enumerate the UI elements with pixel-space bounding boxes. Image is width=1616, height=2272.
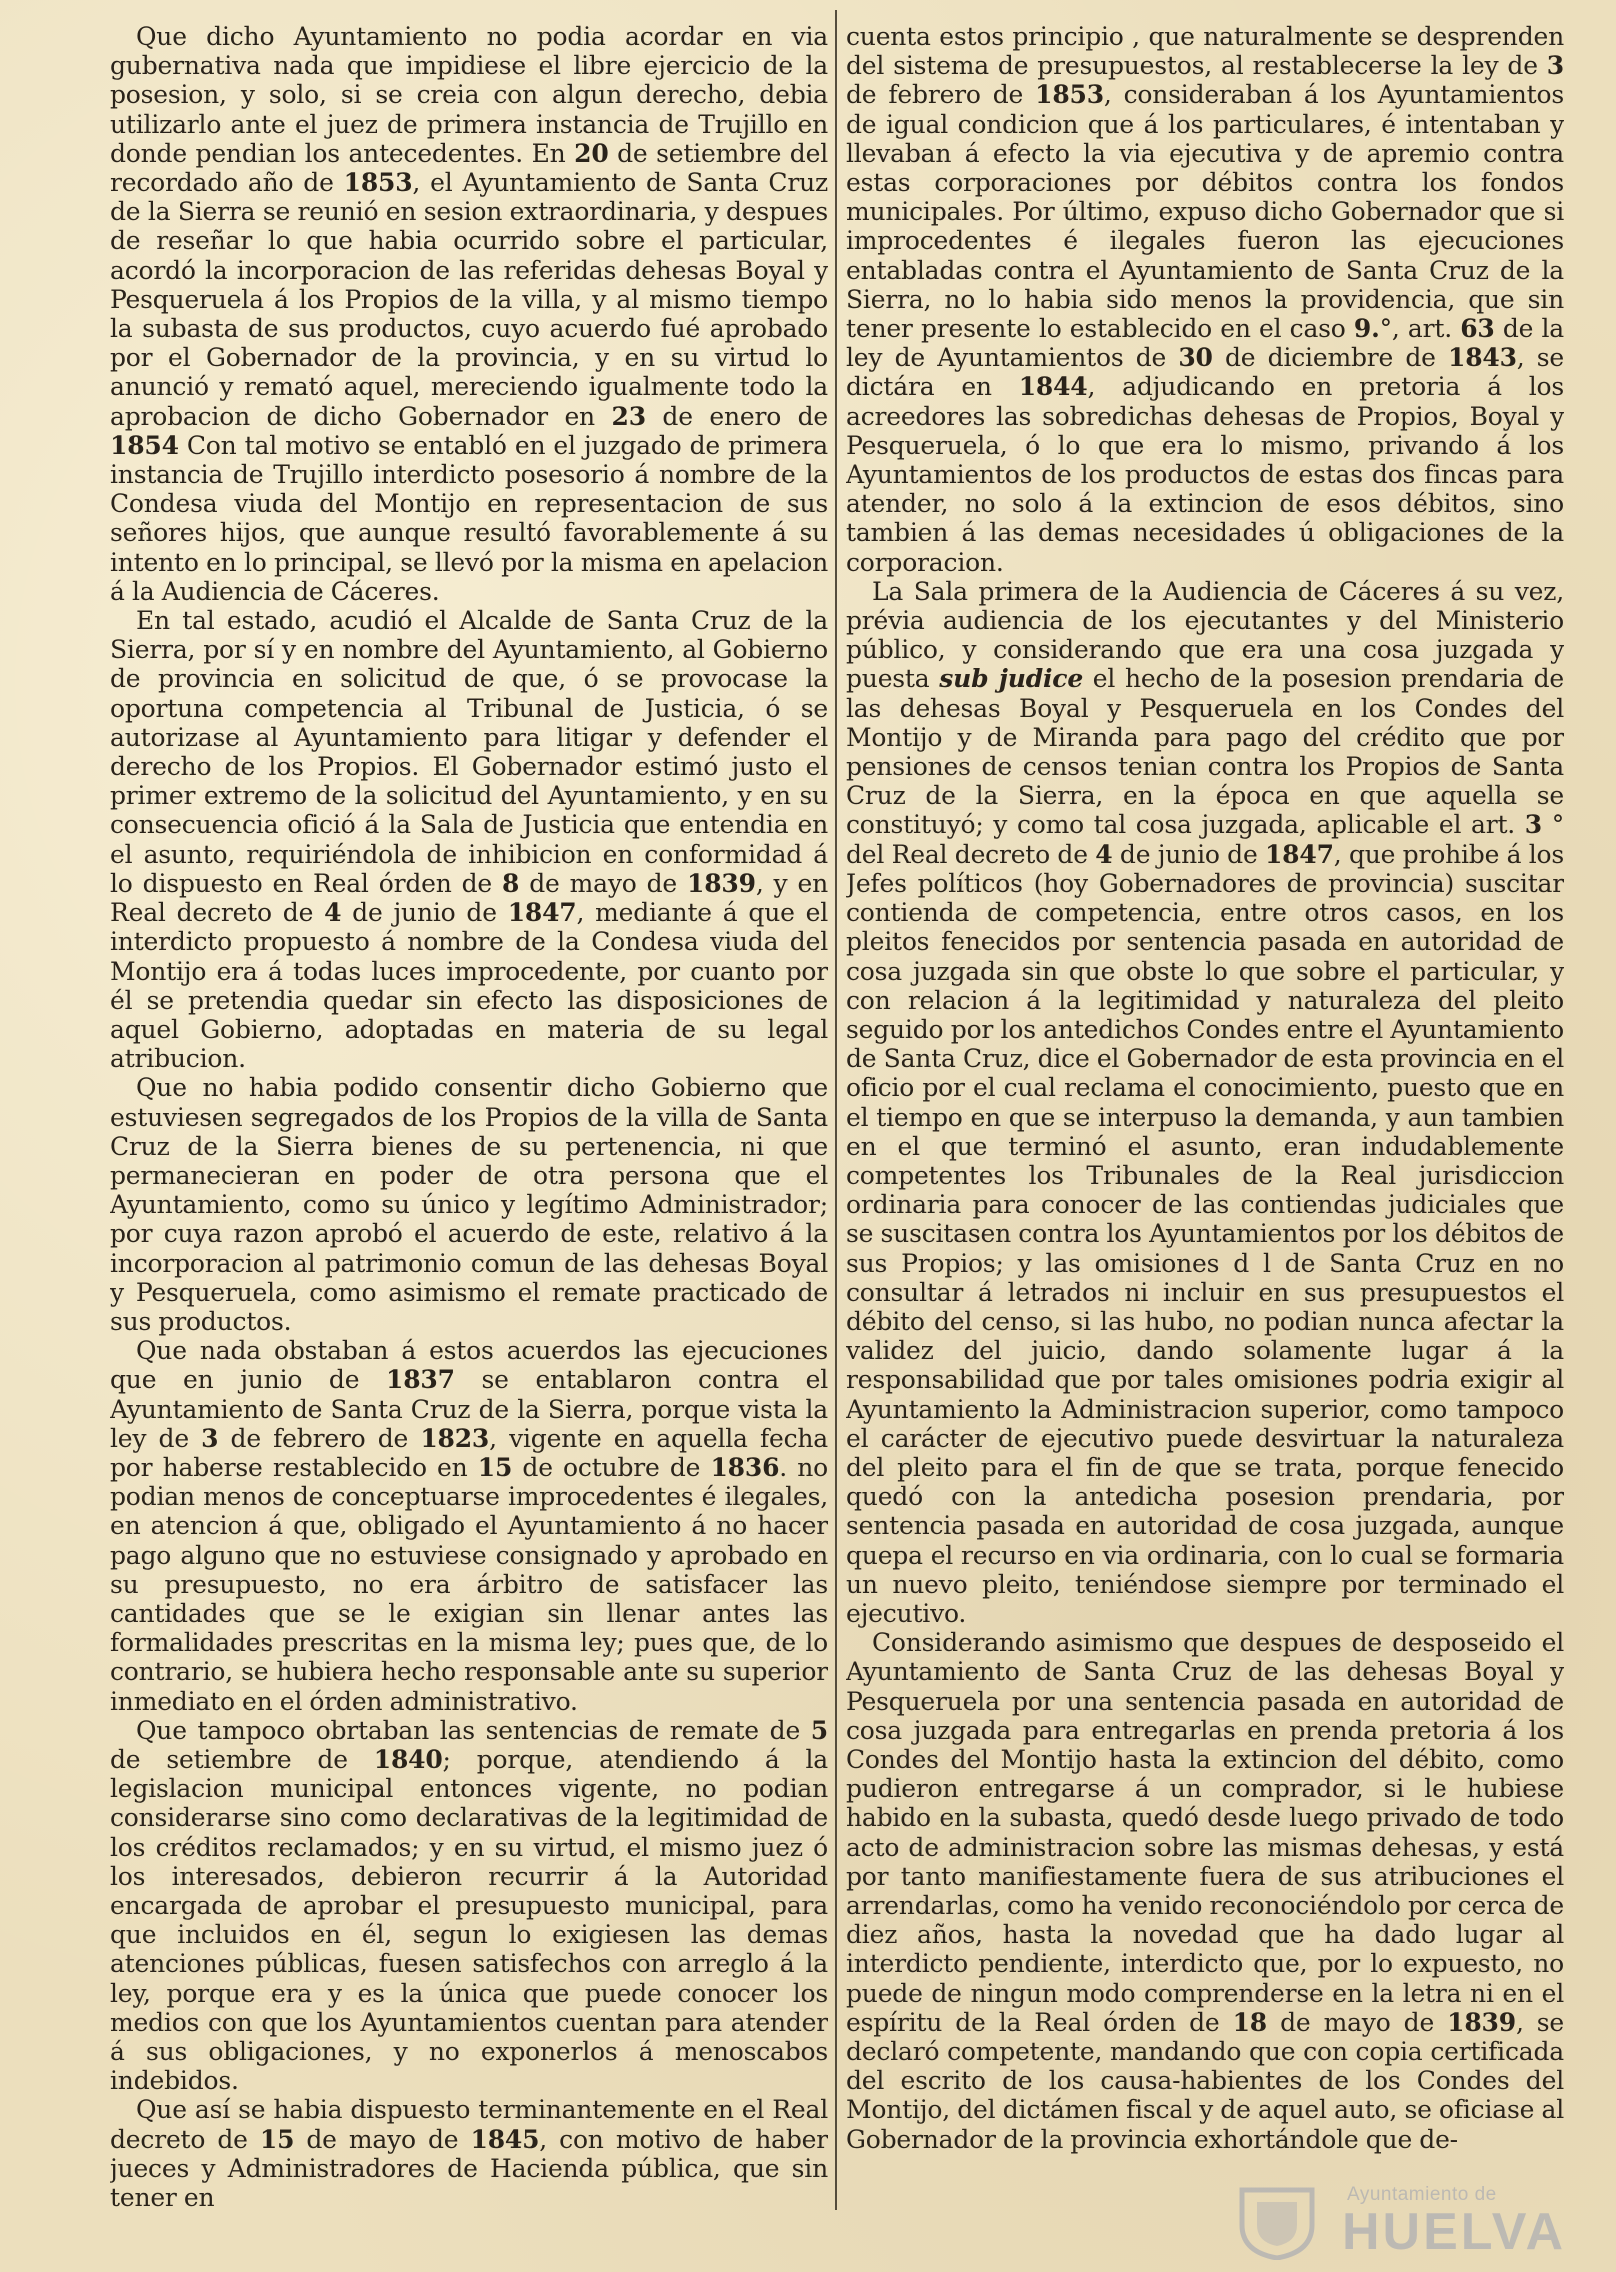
left-column-paragraph: Que tampoco obrtaban las sentencias de remate de 5 de setiembre de 1840; porque, atendiendo á la legislacion municipal entonces vigente, no podian considerarse sino como declarativas de la legitimidad de los créditos reclamados; y en su virtud, el mismo juez ó los interesados, debieron recurrir á la Autoridad encargada de aprobar el presupuesto municipal, para que incluidos en él, segun lo exigiesen las demas atenciones públicas, fuesen satisfechos con arreglo á la ley, porque era y es la única que puede conocer los medios con que los Ayuntamientos cuentan para atender á sus obligaciones, y no exponerlos á menoscabos indebidos. (110, 1715, 828, 2096)
watermark-title: HUELVA (1342, 2203, 1567, 2261)
city-seal-icon (1232, 2180, 1322, 2260)
right-column (846, 22, 1564, 2242)
left-column-paragraph: Que nada obstaban á estos acuerdos las ejecuciones que en junio de 1837 se entablaron contra el Ayuntamiento de Santa Cruz de la Sierra, porque vista la ley de 3 de febrero de 1823, vigente en aquella fecha por haberse restablecido en 15 de octubre de 1836. no podian menos de conceptuarse improcedentes é ilegales, en atencion á que, obligado el Ayuntamiento á no hacer pago alguno que no estuviese consignado y aprobado en su presupuesto, no era árbitro de satisfacer las cantidades que se le exigian sin llenar antes las formalidades prescritas en la misma ley; pues que, de lo contrario, se hubiera hecho responsable ante su superior inmediato en el órden administrativo. (110, 1336, 828, 1716)
left-column-paragraph: Que no habia podido consentir dicho Gobierno que estuviesen segregados de los Propios de la villa de Santa Cruz de la Sierra bienes de su pertenencia, ni que permanecieran en poder de otra persona que el Ayuntamiento, como su único y legítimo Administrador; por cuya razon aprobó el acuerdo de este, relativo á la incorporacion al patrimonio comun de las dehesas Boyal y Pesqueruela, como asimismo el remate practicado de sus productos. (110, 1073, 828, 1336)
left-column-paragraph: En tal estado, acudió el Alcalde de Santa Cruz de la Sierra, por sí y en nombre del Ayuntamiento, al Gobierno de provincia en solicitud de que, ó se provocase la oportuna competencia al Tribunal de Justicia, ó se autorizase al Ayuntamiento para litigar y defender el derecho de los Propios. El Gobernador estimó justo el primer extremo de la solicitud del Ayuntamiento, y en su consecuencia ofició á la Sala de Justicia que entendia en el asunto, requiriéndola de inhibicion en conformidad á lo dispuesto en Real órden de 8 de mayo de 1839, y en Real decreto de 4 de junio de 1847, mediante á que el interdicto propuesto á nombre de la Condesa viuda del Montijo era á todas luces improcedente, por cuanto por él se pretendia quedar sin efecto las disposiciones de aquel Gobierno, adoptadas en materia de su legal atribucion. (110, 606, 828, 1074)
right-column-paragraph: cuenta estos principio , que naturalmente se desprenden del sistema de presupuestos, al restablecerse la ley de 3 de febrero de 1853, consideraban á los Ayuntamientos de igual condicion que á los particulares, é intentaban y llevaban á efecto la via ejecutiva y de apremio contra estas corporaciones por débitos contra los fondos municipales. Por último, expuso dicho Gobernador que si improcedentes é ilegales fueron las ejecuciones entabladas contra el Ayuntamiento de Santa Cruz de la Sierra, no lo habia sido menos la providencia, que sin tener presente lo establecido en el caso 9.°, art. 63 de la ley de Ayuntamientos de 30 de diciembre de 1843, se dictára en 1844, adjudicando en pretoria á los acreedores las sobredichas dehesas de Propios, Boyal y Pesqueruela, ó lo que era lo mismo, privando á los Ayuntamientos de los productos de estas dos fincas para atender, no solo á la extincion de esos débitos, sino tambien á las demas necesidades ú obligaciones de la corporacion. (846, 22, 1564, 577)
right-column-paragraph: Considerando asimismo que despues de desposeido el Ayuntamiento de Santa Cruz de las dehesas Boyal y Pesqueruela por una sentencia pasada en autoridad de cosa juzgada para entregarlas en prenda pretoria á los Condes del Montijo hasta la extincion del débito, como pudieron entregarse á un comprador, si le hubiese habido en la subasta, quedó desde luego privado de todo acto de administracion sobre las mismas dehesas, y está por tanto manifiestamente fuera de sus atribuciones el arrendarlas, como ha venido reconociéndolo por cerca de diez años, hasta la novedad que ha dado lugar al interdicto pendiente, interdicto que, por lo expuesto, no puede de ningun modo comprenderse en la letra ni en el espíritu de la Real órden de 18 de mayo de 1839, se declaró competente, mandando que con copia certificada del escrito de los causa-habientes de los Condes del Montijo, del dictámen fiscal y de aquel auto, se oficiase al Gobernador de la provincia exhortándole que de- (846, 1628, 1564, 2154)
watermark-subtitle: Ayuntamiento de (1347, 2184, 1497, 2205)
column-divider (835, 10, 837, 2210)
archive-watermark (1232, 2180, 1572, 2260)
left-column (110, 22, 828, 2242)
right-column-paragraph: La Sala primera de la Audiencia de Cáceres á su vez, prévia audiencia de los ejecutantes y del Ministerio público, y considerando que era una cosa juzgada y puesta sub judice el hecho de la posesion prendaria de las dehesas Boyal y Pesqueruela en los Condes del Montijo y de Miranda para pago del crédito que por pensiones de censos tenian contra los Propios de Santa Cruz de la Sierra, en la época en que aquella se constituyó; y como tal cosa juzgada, aplicable el art. 3 ° del Real decreto de 4 de junio de 1847, que prohibe á los Jefes políticos (hoy Gobernadores de provincia) suscitar contienda de competencia, entre otros casos, en los pleitos fenecidos por sentencia pasada en autoridad de cosa juzgada sin que obste lo que sobre el particular, y con relacion á la legitimidad y naturaleza del pleito seguido por los antedichos Condes entre el Ayuntamiento de Santa Cruz, dice el Gobernador de esta provincia en el oficio por el cual reclama el conocimiento, puesto que en el tiempo en que se interpuso la demanda, y aun tambien en el que terminó el asunto, eran indudablemente competentes los Tribunales de la Real jurisdiccion ordinaria para conocer de las contiendas judiciales que se suscitasen contra los Ayuntamientos por los débitos de sus Propios; y las omisiones d l de Santa Cruz en no consultar á letrados ni incluir en sus presupuestos el débito del censo, si las hubo, no podian nunca afectar la validez del juicio, dando solamente lugar á la responsabilidad que por tales omisiones podria exigir al Ayuntamiento la Administracion superior, como tampoco el carácter de ejecutivo puede desvirtuar la naturaleza del pleito para el fin de que se trata, porque fenecido quedó con la antedicha posesion prendaria, por sentencia pasada en autoridad de cosa juzgada, aunque quepa el recurso en via ordinaria, con lo cual se formaria un nuevo pleito, teniéndose siempre por terminado el ejecutivo. (846, 576, 1564, 1628)
left-column-paragraph: Que así se habia dispuesto terminantemente en el Real decreto de 15 de mayo de 1845, con motivo de haber jueces y Administradores de Hacienda pública, que sin tener en (110, 2095, 828, 2213)
left-column-paragraph: Que dicho Ayuntamiento no podia acordar en via gubernativa nada que impidiese el libre ejercicio de la posesion, y solo, si se creia con algun derecho, debia utilizarlo ante el juez de primera instancia de Trujillo en donde pendian los antecedentes. En 20 de setiembre del recordado año de 1853, el Ayuntamiento de Santa Cruz de la Sierra se reunió en sesion extraordinaria, y despues de reseñar lo que habia ocurrido sobre el particular, acordó la incorporacion de las referidas dehesas Boyal y Pesqueruela á los Propios de la villa, y al mismo tiempo la subasta de sus productos, cuyo acuerdo fué aprobado por el Gobernador de la provincia, y en su virtud lo anunció y remató aquel, mereciendo igualmente todo la aprobacion de dicho Gobernador en 23 de enero de 1854 Con tal motivo se entabló en el juzgado de primera instancia de Trujillo interdicto posesorio á nombre de la Condesa viuda del Montijo en representacion de sus señores hijos, que aunque resultó favorablemente á su intento en lo principal, se llevó por la misma en apelacion á la Audiencia de Cáceres. (110, 22, 828, 606)
